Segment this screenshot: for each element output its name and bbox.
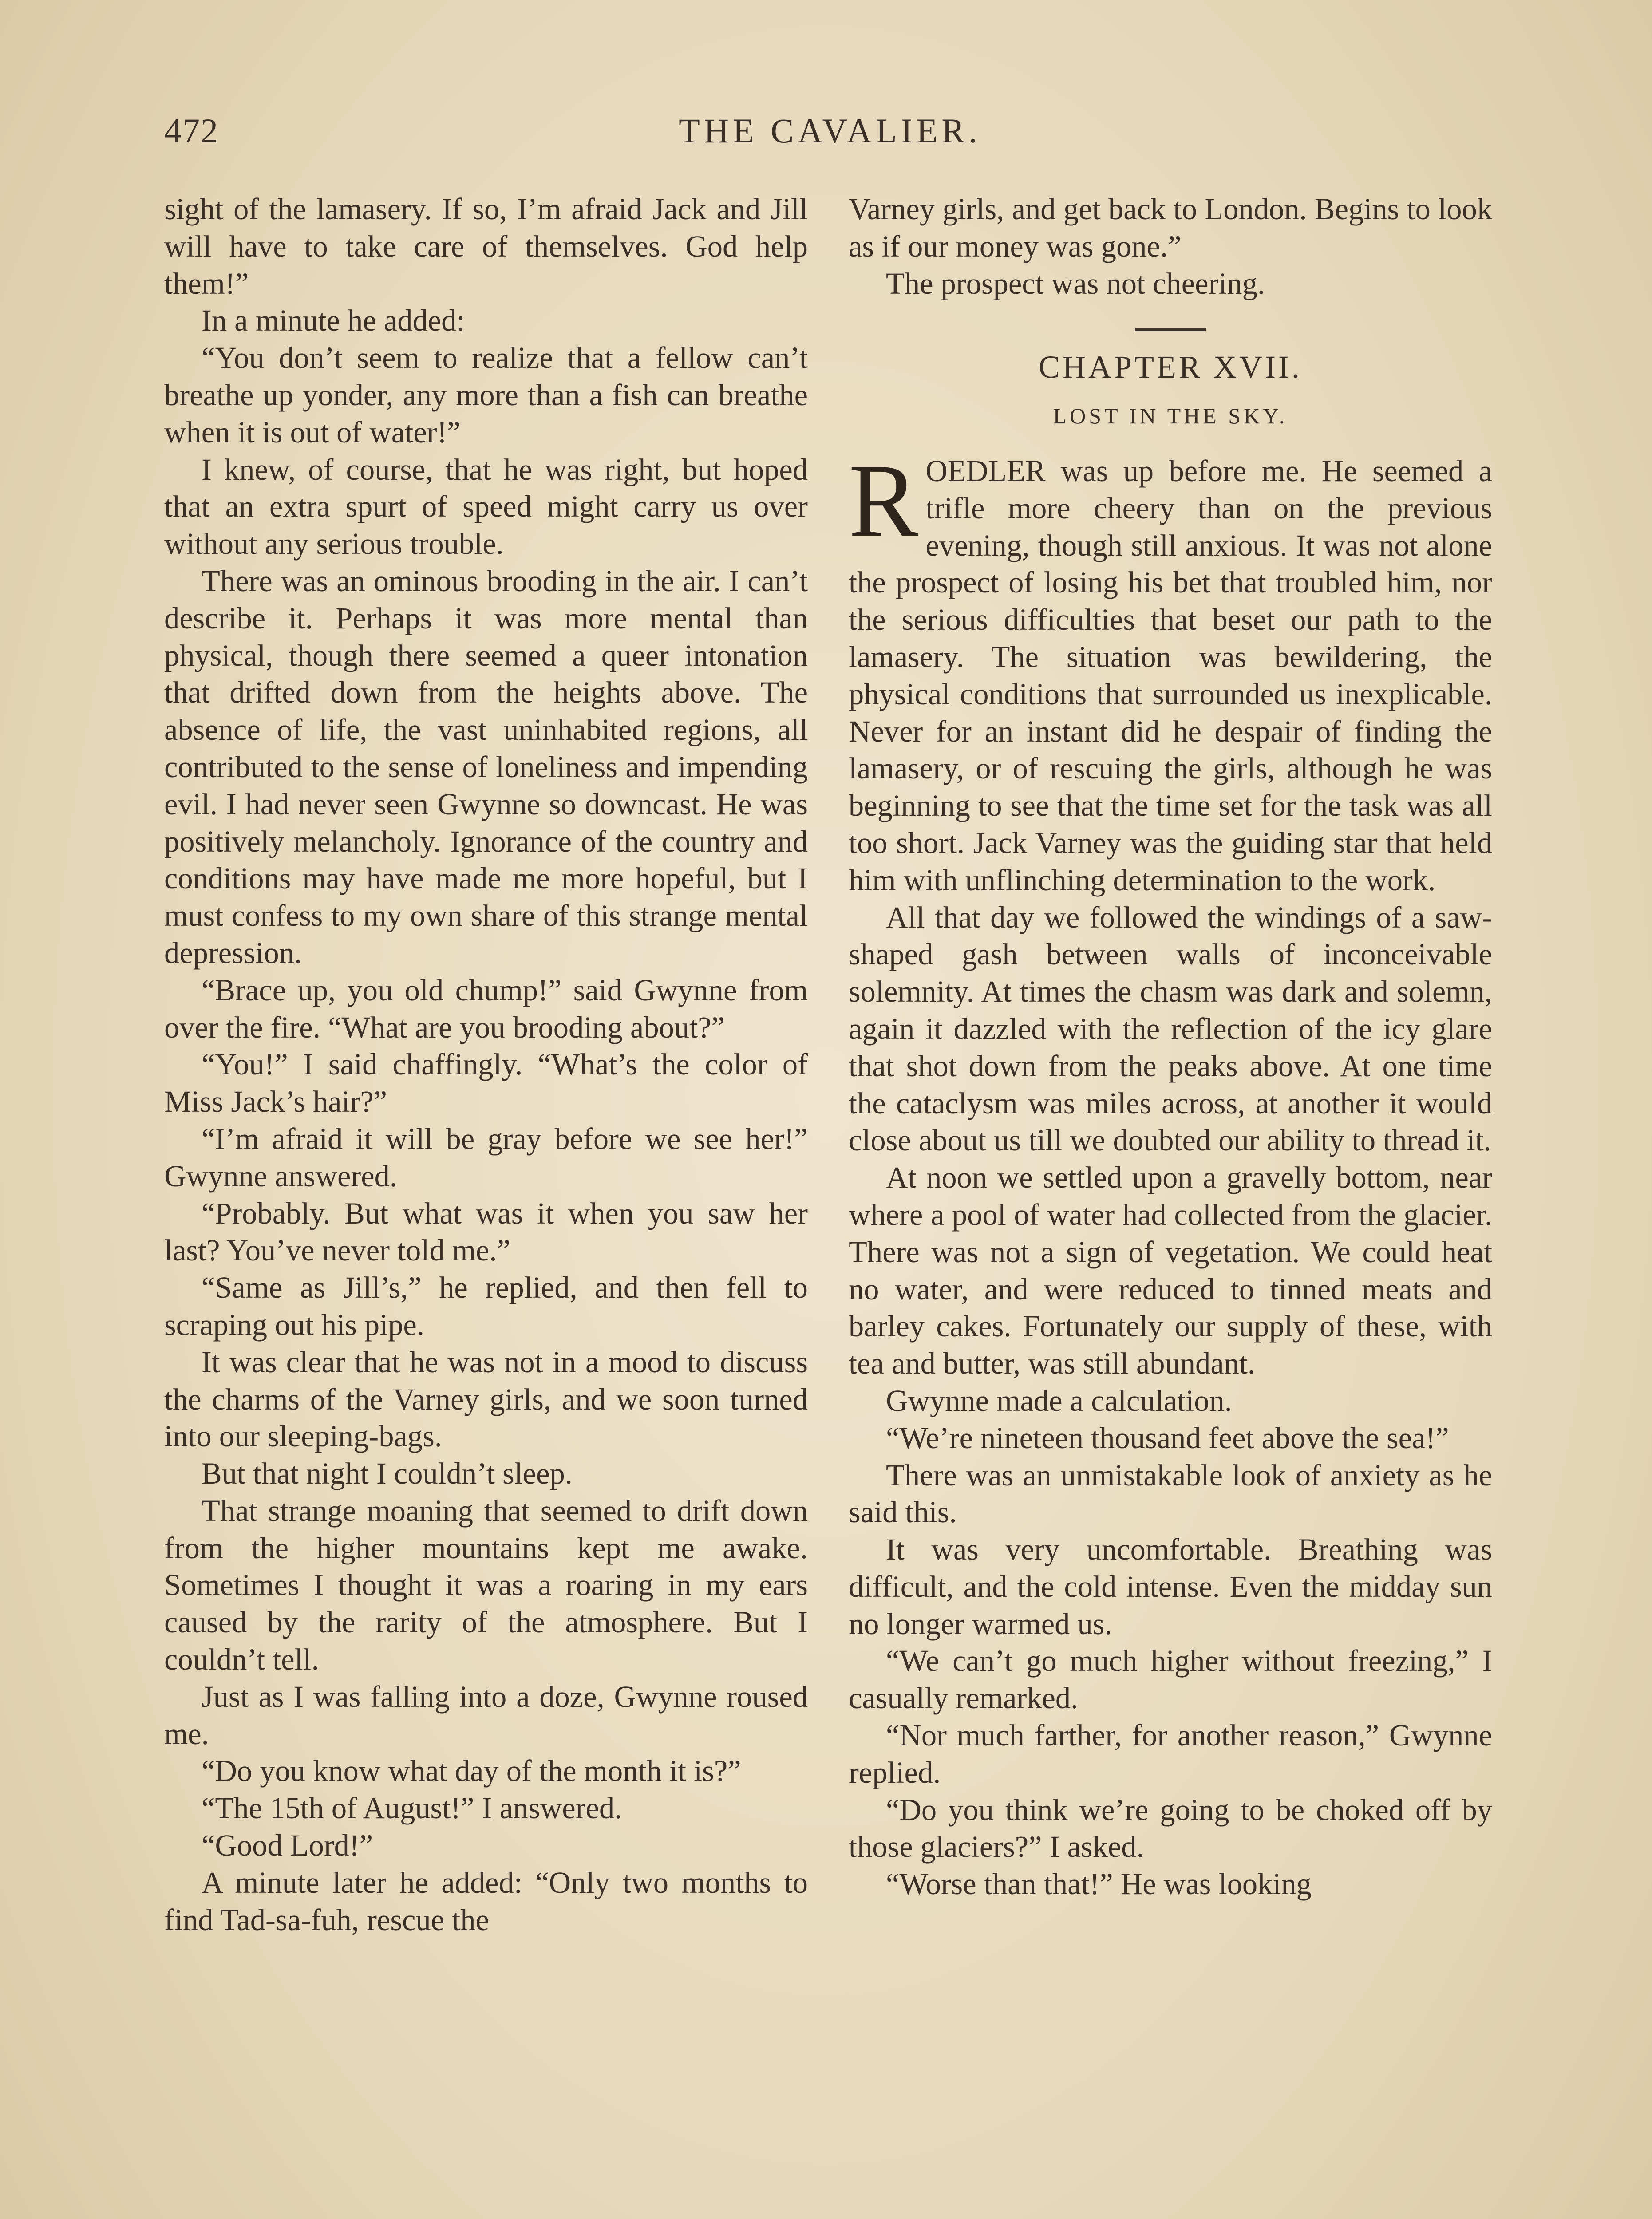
right-column-body (849, 899, 1492, 1903)
paragraph: “Nor much farther, for another reason,” Gwynne replied. (849, 1718, 1492, 1789)
page-header (164, 111, 1496, 164)
paragraph: “You!” I said chaffingly. “What’s the color of Miss Jack’s hair?” (164, 1047, 808, 1119)
chapter-title: CHAPTER XVII. (1039, 349, 1302, 385)
magazine-title: THE CAVALIER. (679, 111, 981, 150)
paragraph: sight of the lamasery. If so, I’m afraid Jack and Jill will have to take care of themselves. God help them!” (164, 192, 808, 300)
paragraph: “The 15th of August!” I answered. (202, 1791, 622, 1825)
paragraph: “We can’t go much higher without freezing,” I casually remarked. (849, 1644, 1492, 1715)
right-column (849, 191, 1492, 1903)
paragraph: “I’m afraid it will be gray before we see her!” Gwynne answered. (164, 1121, 808, 1193)
paragraph: In a minute he added: (202, 304, 465, 338)
paragraph: “Do you think we’re going to be choked off by those glaciers?” I asked. (849, 1793, 1492, 1864)
chapter-opening-text: OEDLER was up before me. He seemed a trifle more cheery than on the previous evening, though still anxious. It was not alone the prospect of losing his bet that troubled him, nor the serious difficulties that beset our path to the lamasery. The situation was bewildering, the physical conditions that surrounded us inexplicable. Never for an instant did he despair of finding the lamasery, or of rescuing the girls, although he was beginning to see that the time set for the task was all too short. Jack Varney was the guiding star that held him with unflinching determination to the work. (849, 454, 1492, 897)
paragraph: Varney girls, and get back to London. Begins to look as if our money was gone.” (849, 192, 1492, 263)
chapter-opening-paragraph (849, 442, 1492, 899)
paragraph: There was an ominous brooding in the air. I can’t describe it. Perhaps it was more mental than physical, though there seemed a queer intonation that drifted down from the heights above. The absence of life, the vast uninhabited regions, all contributed to the sense of loneliness and impending evil. I had never seen Gwynne so downcast. He was positively melancholy. Ignorance of the country and conditions may have made me more hopeful, but I must confess to my own share of this strange mental depression. (164, 564, 808, 970)
paragraph: The prospect was not cheering. (886, 266, 1265, 300)
paragraph: A minute later he added: “Only two months to find Tad-sa-fuh, rescue the (164, 1865, 808, 1937)
paragraph: But that night I couldn’t sleep. (202, 1457, 573, 1491)
paragraph: There was an unmistakable look of anxiety as he said this. (849, 1458, 1492, 1529)
drop-cap: R (849, 442, 919, 559)
paragraph: “Same as Jill’s,” he replied, and then fell to scraping out his pipe. (164, 1271, 808, 1342)
chapter-subtitle: LOST IN THE SKY. (1053, 403, 1288, 429)
paragraph: Just as I was falling into a doze, Gwynne roused me. (164, 1679, 808, 1751)
paragraph: That strange moaning that seemed to drift down from the higher mountains kept me awake. Sometimes I thought it was a roaring in my ears caused by the rarity of the atmosphere. But I couldn’t tell. (164, 1493, 808, 1677)
paragraph: It was very uncomfortable. Breathing was difficult, and the cold intense. Even the midday sun no longer warmed us. (849, 1532, 1492, 1641)
paragraph: All that day we followed the windings of a saw-shaped gash between walls of inconceivable solemnity. At times the chasm was dark and solemn, again it dazzled with the reflection of the icy glare that shot down from the peaks above. At one time the cataclysm was miles across, at another it would close about us till we doubted our ability to thread it. (849, 900, 1492, 1157)
paragraph: “You don’t seem to realize that a fellow can’t breathe up yonder, any more than a fish can breathe when it is out of water!” (164, 341, 808, 449)
paragraph: It was clear that he was not in a mood to discuss the charms of the Varney girls, and we soon turned into our sleeping-bags. (164, 1345, 808, 1453)
paragraph: At noon we settled upon a gravelly bottom, near where a pool of water had collected from the glacier. There was not a sign of vegetation. We could heat no water, and were reduced to tinned meats and barley cakes. Fortunately our supply of these, with tea and butter, was still abundant. (849, 1161, 1492, 1381)
page-number: 472 (164, 111, 219, 150)
paragraph: “Worse than that!” He was looking (886, 1867, 1312, 1901)
paragraph: “Probably. But what was it when you saw her last? You’ve never told me.” (164, 1196, 808, 1267)
left-column (164, 191, 808, 1939)
paragraph: “Brace up, you old chump!” said Gwynne from over the fire. “What are you brooding about?” (164, 973, 808, 1044)
paragraph: “Do you know what day of the month it is?” (202, 1754, 741, 1788)
paragraph: Gwynne made a calculation. (886, 1383, 1232, 1417)
section-divider (1135, 328, 1206, 331)
right-column-top (849, 191, 1492, 302)
paragraph: “Good Lord!” (202, 1828, 373, 1863)
paragraph: I knew, of course, that he was right, but hoped that an extra spurt of speed might carry us over without any serious trouble. (164, 452, 808, 561)
paragraph: “We’re nineteen thousand feet above the sea!” (886, 1421, 1449, 1455)
